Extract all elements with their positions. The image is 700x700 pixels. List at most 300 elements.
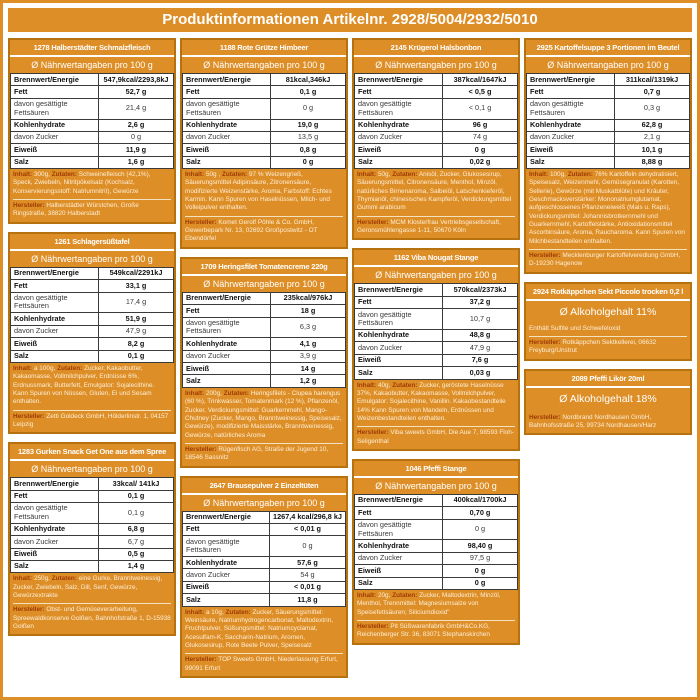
- nutrition-row: [183, 594, 346, 606]
- nutrition-row: [183, 292, 346, 304]
- manufacturer-text: [357, 620, 515, 640]
- nutrition-table: [182, 511, 346, 607]
- hersteller-value: MCM Klosterfrau Vertriebsgesellschaft, Geronsmühlengasse 1-11, 50670 Köln: [357, 218, 501, 235]
- inhalt-amount: a 10g,: [205, 608, 224, 616]
- nutrient-label: Kohlenhydrate: [11, 523, 99, 535]
- nutrient-label: Fett: [11, 280, 99, 292]
- nutrient-value: 48,8 g: [443, 329, 518, 341]
- card-footer: [526, 410, 690, 434]
- zutaten-label: Zutaten:: [51, 171, 77, 179]
- nutrient-label: davon Zucker: [183, 350, 271, 362]
- nutrient-label: Brennwert/Energie: [355, 284, 443, 296]
- column-2: [180, 38, 348, 678]
- hersteller-value: Zetti Goldeck GmbH, Hölderlinstr. 1, 04157 Leipzig: [13, 412, 169, 428]
- manufacturer-text: [185, 653, 343, 673]
- nutrition-row: [11, 86, 174, 98]
- nutrient-label: Salz: [527, 156, 615, 168]
- nutrient-value: 387kcal/1647kJ: [443, 74, 518, 86]
- nutrient-label: davon gesättigte Fettsäuren: [355, 98, 443, 119]
- nutrient-value: < 0,01 g: [270, 581, 346, 593]
- nutrient-value: 4,1 g: [271, 338, 346, 350]
- nutrition-row: [355, 354, 518, 366]
- nutrient-label: Fett: [11, 490, 99, 502]
- product-title: 1278 Halberstädter Schmalzfleisch: [10, 40, 174, 57]
- hersteller-label: Hersteller:: [357, 429, 389, 437]
- ingredients-text: [185, 171, 343, 213]
- nutrient-value: 98,40 g: [443, 540, 518, 552]
- nutrition-row: [183, 338, 346, 350]
- nutrition-row: [183, 86, 346, 98]
- nutrient-value: 11,9 g: [99, 144, 174, 156]
- nutrient-label: davon Zucker: [11, 325, 99, 337]
- nutrition-row: [11, 313, 174, 325]
- manufacturer-text: [185, 443, 343, 463]
- nutrient-value: 3,9 g: [271, 350, 346, 362]
- nutrient-label: davon Zucker: [11, 536, 99, 548]
- nutrient-label: Fett: [527, 86, 615, 98]
- manufacturer-text: [13, 410, 171, 430]
- card-footer: [526, 169, 690, 272]
- nutrient-label: Brennwert/Energie: [355, 494, 443, 506]
- nutrition-row: [527, 74, 690, 86]
- nutrition-table: [10, 267, 174, 363]
- nutrient-label: Brennwert/Energie: [11, 267, 99, 279]
- nutrition-row: [11, 98, 174, 119]
- inhalt-label: Inhalt:: [529, 171, 549, 179]
- inhalt-label: Inhalt:: [357, 381, 377, 389]
- nutrient-label: davon gesättigte Fettsäuren: [183, 536, 270, 557]
- nutrient-label: Fett: [11, 86, 99, 98]
- nutrition-row: [11, 292, 174, 313]
- product-card-2647: [180, 476, 348, 678]
- manufacturer-text: [529, 414, 687, 431]
- ingredients-text: [357, 592, 515, 617]
- ingredients-text: [13, 171, 171, 196]
- nutrient-label: davon Zucker: [355, 342, 443, 354]
- nutrient-value: 6,8 g: [99, 523, 174, 535]
- nutrient-value: 0 g: [443, 565, 518, 577]
- column-1: [8, 38, 176, 636]
- zutaten-label: Zutaten:: [392, 171, 418, 179]
- nutrition-row: [183, 523, 346, 535]
- nutrient-label: davon gesättigte Fettsäuren: [355, 519, 443, 540]
- zutaten-label: Zutaten:: [221, 171, 248, 179]
- nutrient-value: 0 g: [443, 577, 518, 589]
- hersteller-label: Hersteller:: [529, 252, 561, 260]
- ingredients-text: [357, 171, 515, 213]
- card-footer: [354, 590, 518, 643]
- nutrient-value: 21,4 g: [99, 98, 174, 119]
- inhalt-amount: 40g,: [377, 381, 391, 389]
- zutaten-value: 76% Kartoffeln dehydratisiert, Speisesalz, Weizenmehl, Gemüsegranulat (Karotten, Sellerie), Gewürze (mit Muskatblüte) und Kräuter, Geschmacksverstärker: Mononatriumglutamat, aufgeschlossenes Pflanzeneiweiß (Mais u. Raps), Verdickungsmittel: Johannisbrotkernmehl und Guarkernmehl, Kartoffelstärke, Antioxidationsmittel Ascorbinsäure, Aroma, Raucharoma. Kann Spuren von Milchbestandteilen enthalten.: [529, 171, 685, 245]
- nutrition-row: [355, 329, 518, 341]
- nutrition-row: [355, 367, 518, 379]
- nutrition-row: [11, 325, 174, 337]
- product-card-2925: [524, 38, 692, 274]
- nutrient-label: Fett: [355, 296, 443, 308]
- hersteller-label: Hersteller:: [529, 339, 561, 347]
- nutrient-value: 0 g: [99, 131, 174, 143]
- nutrition-row: [527, 86, 690, 98]
- hersteller-value: Pit Süßwarenfabrik GmbH&Co.KG, Reichenberger Str. 36, 83071 Stephanskirchen: [357, 622, 490, 639]
- inhalt-label: Inhalt:: [357, 591, 377, 599]
- nutrition-table: [182, 292, 346, 388]
- nutrition-row: [355, 494, 518, 506]
- nutrient-value: 0 g: [270, 536, 346, 557]
- alcohol-content: Ø Alkoholgehalt 18%: [559, 392, 657, 405]
- nutrition-row: [11, 267, 174, 279]
- nutrient-label: Kohlenhydrate: [183, 557, 270, 569]
- nutrient-value: 7,6 g: [443, 354, 518, 366]
- nutrient-label: davon gesättigte Fettsäuren: [11, 98, 99, 119]
- nutrition-row: [183, 156, 346, 168]
- product-title: 2145 Krügerol Halsbonbon: [354, 40, 518, 57]
- nutrition-row: [11, 74, 174, 86]
- nutrient-value: 62,8 g: [615, 119, 690, 131]
- nutrition-row: [355, 86, 518, 98]
- inhalt-label: Inhalt:: [185, 608, 205, 616]
- hersteller-label: Hersteller:: [357, 622, 389, 630]
- nutrient-value: 51,9 g: [99, 313, 174, 325]
- nutrient-value: 19,0 g: [271, 119, 346, 131]
- nutrient-label: Salz: [183, 375, 271, 387]
- nutrient-label: Salz: [11, 560, 99, 572]
- card-footer: [10, 169, 174, 222]
- nutrient-value: 6,7 g: [99, 536, 174, 548]
- alcohol-content: Ø Alkoholgehalt 11%: [559, 305, 657, 318]
- zutaten-label: Zutaten:: [567, 171, 593, 179]
- nutrient-value: 74 g: [443, 131, 518, 143]
- nutrient-value: 8,88 g: [615, 156, 690, 168]
- hersteller-value: Nordbrand Nordhausen GmbH, Bahnhofsstraße 25, 99734 Nordhausen/Harz: [529, 413, 657, 430]
- nutrition-row: [11, 156, 174, 168]
- product-title: 1046 Pfeffi Stange: [354, 461, 518, 478]
- nutrient-label: Brennwert/Energie: [183, 511, 270, 523]
- nutrient-label: Kohlenhydrate: [183, 119, 271, 131]
- nutrient-value: 33kcal/ 141kJ: [99, 478, 174, 490]
- nutrition-row: [11, 119, 174, 131]
- inhalt-label: Inhalt:: [357, 171, 377, 179]
- nutrient-value: 8,2 g: [99, 338, 174, 350]
- zutaten-value: Zucker, Maltodextrin, Minzöl, Menthol, Trennmittel: Magnesiumsalze von Speisefettsäuren; Siliciumdioxid": [357, 591, 501, 616]
- nutrient-value: 0,1 g: [99, 490, 174, 502]
- inhalt-amount: 300g,: [33, 171, 50, 179]
- zutaten-label: Zutaten:: [392, 381, 418, 389]
- nutrient-label: davon gesättigte Fettsäuren: [355, 309, 443, 330]
- product-card-1162: [352, 248, 520, 450]
- nutrient-value: 311kcal/1319kJ: [615, 74, 690, 86]
- card-footer: [10, 363, 174, 432]
- manufacturer-text: [357, 426, 515, 446]
- nutrition-row: [183, 350, 346, 362]
- nutrient-value: 13,5 g: [271, 131, 346, 143]
- product-card-1261: [8, 232, 176, 434]
- nutrient-label: Brennwert/Energie: [11, 478, 99, 490]
- nutrient-value: 17,4 g: [99, 292, 174, 313]
- nutrient-value: 0,1 g: [271, 86, 346, 98]
- nutrition-header: Ø Nährwertangaben pro 100 g: [31, 253, 153, 264]
- nutrition-row: [183, 119, 346, 131]
- nutrient-value: 37,2 g: [443, 296, 518, 308]
- product-card-2089: [524, 369, 692, 436]
- nutrient-label: Brennwert/Energie: [183, 292, 271, 304]
- nutrient-label: Brennwert/Energie: [527, 74, 615, 86]
- nutrition-row: [355, 540, 518, 552]
- nutrient-value: 570kcal/2373kJ: [443, 284, 518, 296]
- hersteller-label: Hersteller:: [185, 218, 217, 226]
- card-footer: [354, 169, 518, 238]
- nutrient-value: 0,5 g: [99, 548, 174, 560]
- page-title: Produktinformationen Artikelnr. 2928/5004/2932/5010: [8, 8, 692, 32]
- nutrient-label: Salz: [355, 367, 443, 379]
- hersteller-value: Mecklenburger Kartoffelveredlung GmbH, D-19230 Hagenow: [529, 252, 681, 268]
- zutaten-value: Zucker, geröstete Haselnüsse 37%, Kakaobutter, Kakaomasse, Vollmilchpulver, Emulgator: Sojalecithine, Vanillin. Kakaobestandteile 14% Kann Spuren von Mandeln, Erdnüssen und Weizenbestandteilen enthalten.: [357, 381, 506, 422]
- nutrition-row: [355, 309, 518, 330]
- hersteller-label: Hersteller:: [13, 412, 45, 420]
- nutrition-table: [354, 494, 518, 590]
- zutaten-value: 97 % Weizengrieß, Säuerungsmittel Adipinsäure, Zitronensäure, modifizierte Weizenstärke, Aroma, Farbstoff: Echtes Karmin. Kann Spuren von Haselnüssen, Milch- und Volleipulver enthalten.: [185, 171, 332, 212]
- nutrition-row: [183, 536, 346, 557]
- nutrient-value: 96 g: [443, 119, 518, 131]
- nutrition-row: [527, 119, 690, 131]
- nutrition-row: [183, 98, 346, 119]
- nutrition-row: [11, 536, 174, 548]
- hersteller-label: Hersteller:: [13, 202, 45, 210]
- ingredients-text: [13, 365, 171, 407]
- nutrition-row: [355, 507, 518, 519]
- nutrient-label: davon Zucker: [183, 569, 270, 581]
- nutrient-label: davon Zucker: [11, 131, 99, 143]
- zutaten-value: Anisöl, Zucker, Glukosesirup, Säuerungsmittel, Citronensäure, Menthol, Minzöl, natürliches Birnenaroma, Salbeiöl, Latschenkieferöl, Thymianöl, chinesisches Kampferöl, Verdickungsmittel Gummi arabicum: [357, 171, 512, 212]
- zutaten-value: Schweinefleisch (42,1%), Speck, Zwiebeln, Nitritpökelsalz (Kochsalz, Konservierungsstoff: Natriumnitrit), Gewürze: [13, 171, 151, 195]
- nutrient-value: < 0,01 g: [270, 523, 346, 535]
- nutrition-row: [183, 511, 346, 523]
- product-card-1046: [352, 459, 520, 645]
- nutrition-header: Ø Nährwertangaben pro 100 g: [203, 278, 325, 289]
- hersteller-label: Hersteller:: [185, 656, 217, 664]
- nutrition-row: [11, 523, 174, 535]
- nutrient-label: Brennwert/Energie: [11, 74, 99, 86]
- hersteller-value: Halberstädter Würstchen, Große Ringstraße, 38820 Halberstadt: [13, 202, 139, 218]
- nutrition-row: [183, 74, 346, 86]
- zutaten-value: eine Gurke, Branntweinessig, Zucker, Zwiebeln, Salz, Dill, Senf, Gewürze, Gewürzextrakte: [13, 575, 163, 599]
- nutrient-label: Brennwert/Energie: [355, 74, 443, 86]
- zutaten-value: Zucker, Kakaobutter, Kakaomasse, Vollmilchpulver, Erdnüsse 6%, Erdnussmark, Butterfett, Emulgator: Sojalecithine. Kann Spuren von Nüssen, Gluten, Ei und Sesam enthalten.: [13, 364, 155, 406]
- nutrient-label: Kohlenhydrate: [527, 119, 615, 131]
- hersteller-value: Rügenfisch AG, Straße der Jugend 10, 18546 Sassnitz: [185, 445, 329, 462]
- manufacturer-text: [529, 336, 687, 356]
- nutrient-value: 1,6 g: [99, 156, 174, 168]
- nutrient-value: 6,3 g: [271, 317, 346, 338]
- inhalt-label: Inhalt:: [13, 171, 33, 179]
- zutaten-label: Zutaten:: [392, 591, 418, 599]
- manufacturer-text: [13, 603, 171, 631]
- inhalt-amount: a 100g,: [33, 364, 56, 372]
- nutrition-header: Ø Nährwertangaben pro 100 g: [375, 480, 497, 491]
- nutrient-label: Kohlenhydrate: [355, 119, 443, 131]
- nutrient-label: Kohlenhydrate: [11, 119, 99, 131]
- nutrition-row: [183, 305, 346, 317]
- nutrient-value: 14 g: [271, 363, 346, 375]
- nutrient-value: 10,7 g: [443, 309, 518, 330]
- nutrient-label: davon Zucker: [183, 131, 271, 143]
- nutrition-row: [527, 156, 690, 168]
- nutrition-row: [11, 490, 174, 502]
- inhalt-amount: 200g,: [205, 389, 222, 397]
- nutrient-value: 47,9 g: [443, 342, 518, 354]
- nutrient-value: 57,6 g: [270, 557, 346, 569]
- nutrition-table: [354, 283, 518, 379]
- ingredients-text: [529, 171, 687, 246]
- nutrient-value: 11,8 g: [270, 594, 346, 606]
- nutrient-label: Fett: [183, 305, 271, 317]
- nutrition-table: [526, 73, 690, 169]
- nutrition-row: [355, 119, 518, 131]
- hersteller-label: Hersteller:: [357, 218, 389, 226]
- nutrient-label: Eiweiß: [183, 363, 271, 375]
- nutrient-value: 1,2 g: [271, 375, 346, 387]
- nutrient-label: Salz: [355, 156, 443, 168]
- nutrition-row: [11, 338, 174, 350]
- nutrient-label: davon Zucker: [355, 552, 443, 564]
- ingredients-text: [185, 609, 343, 651]
- product-title: 1709 Heringsfilet Tomatencreme 220g: [182, 259, 346, 276]
- nutrient-label: Fett: [183, 523, 270, 535]
- nutrition-row: [11, 502, 174, 523]
- nutrient-value: 400kcal/1700kJ: [443, 494, 518, 506]
- zutaten-label: Zutaten:: [51, 575, 77, 583]
- nutrient-label: Salz: [355, 577, 443, 589]
- nutrition-row: [183, 375, 346, 387]
- nutrient-label: Eiweiß: [355, 144, 443, 156]
- card-footer: [10, 573, 174, 634]
- product-title: 1261 Schlagersüßtafel: [10, 234, 174, 251]
- nutrient-value: 52,7 g: [99, 86, 174, 98]
- product-card-2145: [352, 38, 520, 240]
- nutrient-label: Brennwert/Energie: [183, 74, 271, 86]
- nutrition-table: [182, 73, 346, 169]
- hersteller-value: Komet Gerolf Pöhle & Co. GmbH, Gewerbepark Nr. 13, 02692 Großpostwitz - OT Ebendörfel: [185, 218, 318, 243]
- nutrient-value: 0,70 g: [443, 507, 518, 519]
- product-title: 1283 Gurken Snack Get One aus dem Spree: [10, 444, 174, 461]
- nutrition-row: [183, 581, 346, 593]
- hersteller-value: Obst- und Gemüseverarbeitung, Spreewaldkonserve Golßen, Bahnhofstraße 1, D-15938 Golßen: [13, 606, 171, 630]
- nutrient-label: davon gesättigte Fettsäuren: [183, 98, 271, 119]
- card-footer: [526, 323, 690, 359]
- product-card-1283: [8, 442, 176, 636]
- card-footer: [182, 607, 346, 676]
- nutrient-label: Eiweiß: [11, 338, 99, 350]
- nutrient-value: 547,9kcal/2293,8kJ: [99, 74, 174, 86]
- nutrition-row: [527, 144, 690, 156]
- nutrient-label: davon gesättigte Fettsäuren: [11, 502, 99, 523]
- product-grid: [8, 38, 692, 678]
- nutrient-value: 18 g: [271, 305, 346, 317]
- product-card-1709: [180, 257, 348, 468]
- zutaten-label: Zutaten:: [225, 608, 251, 616]
- hersteller-label: Hersteller:: [529, 413, 561, 421]
- nutrient-value: 0 g: [271, 98, 346, 119]
- nutrition-row: [183, 557, 346, 569]
- nutrition-row: [355, 519, 518, 540]
- nutrition-row: [355, 144, 518, 156]
- nutrient-value: 54 g: [270, 569, 346, 581]
- nutrient-value: 0,1 g: [99, 502, 174, 523]
- nutrition-table: [10, 477, 174, 573]
- nutrition-row: [11, 131, 174, 143]
- nutrition-row: [183, 569, 346, 581]
- nutrient-value: 0,03 g: [443, 367, 518, 379]
- nutrient-value: 0 g: [271, 156, 346, 168]
- nutrient-value: 2,6 g: [99, 119, 174, 131]
- nutrient-label: davon gesättigte Fettsäuren: [527, 98, 615, 119]
- hersteller-value: TOP Sweets GmbH, Niederlassung Erfurt, 99091 Erfurt: [185, 656, 338, 672]
- nutrient-value: 0 g: [443, 144, 518, 156]
- card-footer: [354, 380, 518, 449]
- nutrition-row: [355, 565, 518, 577]
- nutrient-label: Eiweiß: [11, 548, 99, 560]
- nutrition-row: [11, 350, 174, 362]
- inhalt-amount: 50g,: [377, 171, 391, 179]
- nutrient-label: davon Zucker: [527, 131, 615, 143]
- manufacturer-text: [13, 199, 171, 219]
- product-card-2924: [524, 282, 692, 361]
- nutrient-value: 0,8 g: [271, 144, 346, 156]
- nutrition-header: Ø Nährwertangaben pro 100 g: [203, 60, 325, 70]
- nutrient-label: Kohlenhydrate: [11, 313, 99, 325]
- nutrient-label: Kohlenhydrate: [355, 329, 443, 341]
- nutrient-value: 0,3 g: [615, 98, 690, 119]
- nutrition-row: [355, 552, 518, 564]
- product-title: 2089 Pfeffi Likör 20ml: [526, 371, 690, 388]
- nutrient-value: 33,1 g: [99, 280, 174, 292]
- nutrient-label: Fett: [355, 86, 443, 98]
- nutrient-value: 0,7 g: [615, 86, 690, 98]
- nutrient-label: davon Zucker: [355, 131, 443, 143]
- nutrient-value: 1267,4 kcal/296,8 kJ: [270, 511, 346, 523]
- nutrition-row: [355, 156, 518, 168]
- nutrition-row: [183, 363, 346, 375]
- hersteller-label: Hersteller:: [13, 606, 45, 614]
- nutrient-label: Salz: [183, 594, 270, 606]
- nutrient-label: Kohlenhydrate: [183, 338, 271, 350]
- zutaten-label: Zutaten:: [223, 389, 249, 397]
- nutrition-row: [183, 131, 346, 143]
- nutrient-label: Eiweiß: [355, 565, 443, 577]
- nutrition-row: [11, 478, 174, 490]
- nutrient-label: Kohlenhydrate: [355, 540, 443, 552]
- nutrition-header: Ø Nährwertangaben pro 100 g: [547, 60, 669, 70]
- card-footer: [182, 388, 346, 466]
- column-3: [352, 38, 520, 645]
- hersteller-value: Rotkäppchen Sektkellerei, 06632 Freyburg/Unstrut: [529, 339, 657, 355]
- inhalt-label: Inhalt:: [13, 364, 33, 372]
- inhalt-amount: 50g ,: [205, 171, 221, 179]
- product-title: 1188 Rote Grütze Himbeer: [182, 40, 346, 57]
- nutrition-row: [11, 280, 174, 292]
- product-title: 2924 Rotkäppchen Sekt Piccolo trocken 0,2 l: [526, 284, 690, 301]
- nutrient-value: 549kcal/2291kJ: [99, 267, 174, 279]
- nutrition-row: [11, 560, 174, 572]
- nutrition-row: [355, 342, 518, 354]
- product-title: 2647 Brausepulver 2 Einzeltüten: [182, 478, 346, 495]
- nutrient-label: Fett: [355, 507, 443, 519]
- product-title: 1162 Viba Nougat Stange: [354, 250, 518, 267]
- nutrition-header: Ø Nährwertangaben pro 100 g: [31, 60, 153, 70]
- column-4: [524, 38, 692, 435]
- product-card-1188: [180, 38, 348, 249]
- ingredients-text: [185, 390, 343, 440]
